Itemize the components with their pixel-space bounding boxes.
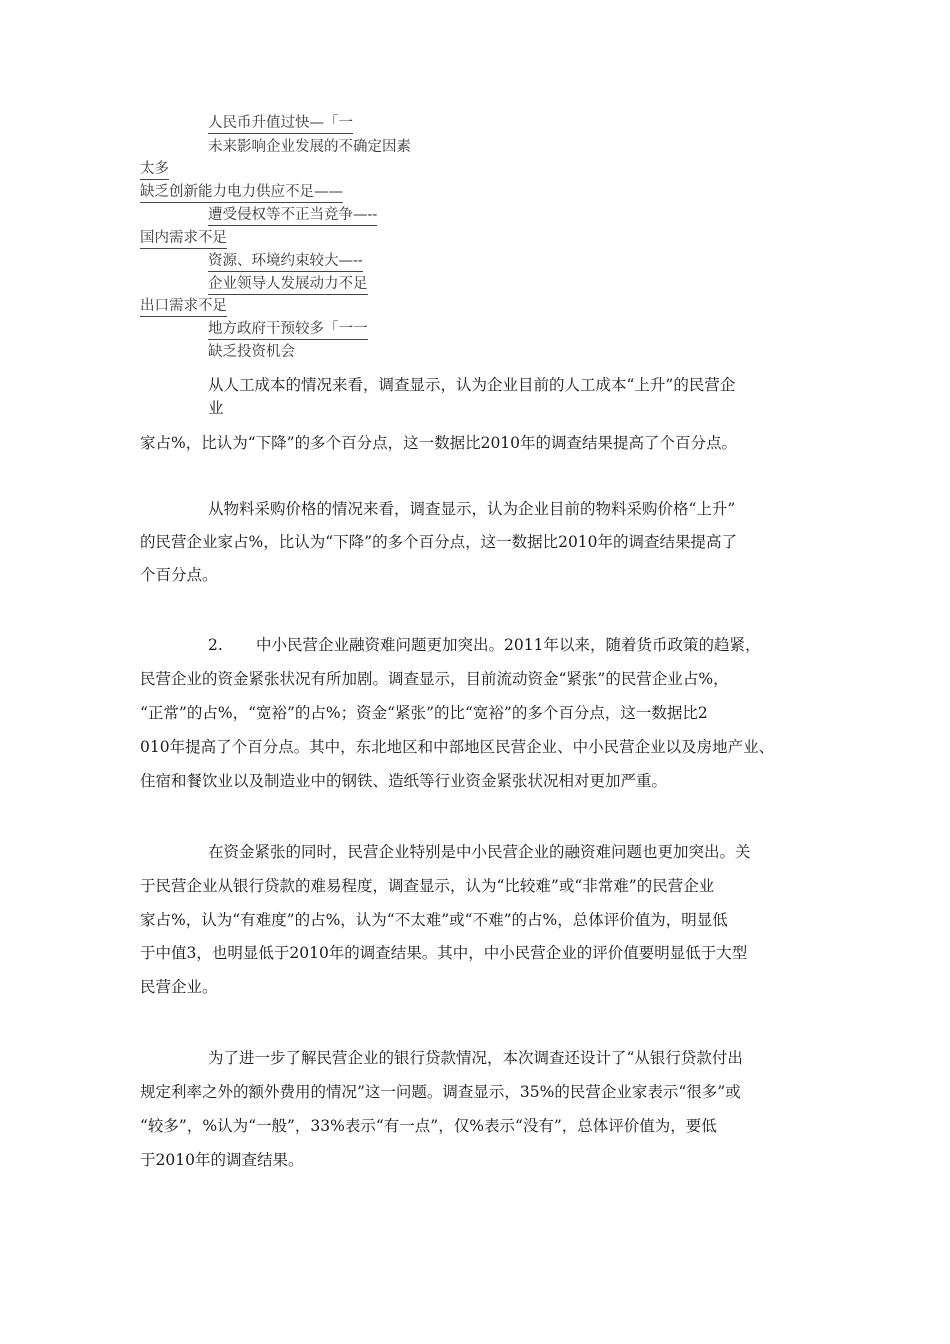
paragraph-line: 家占%，比认为“下降”的多个百分点，这一数据比2010年的调查结果提高了个百分点。 [140, 434, 738, 452]
section-number: 2. [208, 636, 223, 654]
paragraph-line: 为了进一步了解民营企业的银行贷款情况，本次调查还设计了“从银行贷款付出 [208, 1049, 743, 1067]
chart-label-too-many: 太多 [140, 160, 169, 180]
chart-label-innovation-power: 缺乏创新能力电力供应不足—— [140, 183, 343, 203]
paragraph-line: 家占%，认为“有难度”的占%，认为“不太难”或“不难”的占%，总体评价值为，明显低 [140, 911, 728, 929]
chart-label-resources: 资源、环境约束较大—-- [208, 252, 363, 272]
chart-label-export-demand: 出口需求不足 [140, 297, 227, 317]
paragraph-line: 从人工成本的情况来看，调查显示，认为企业目前的人工成本“上升”的民营企 [208, 376, 736, 394]
paragraph-line: 010年提高了个百分点。其中，东北地区和中部地区民营企业、中小民营企业以及房地产业、 [140, 738, 775, 756]
chart-label-leader-motivation: 企业领导人发展动力不足 [208, 275, 368, 295]
paragraph-line: 于2010年的调查结果。 [140, 1151, 304, 1169]
paragraph-line: 规定利率之外的额外费用的情况”这一问题。调查显示，35%的民营企业家表示“很多”或 [140, 1083, 741, 1101]
chart-label-rmb-appreciation: 人民币升值过快—「一 [208, 114, 353, 134]
chart-label-government-intervention: 地方政府干预较多「一一 [208, 320, 368, 340]
paragraph-line: 在资金紧张的同时，民营企业特别是中小民营企业的融资难问题也更加突出。关 [208, 843, 751, 861]
paragraph-line: 从物料采购价格的情况来看，调查显示，认为企业目前的物料采购价格“上升” [208, 500, 736, 518]
paragraph-line: 住宿和餐饮业以及制造业中的钢铁、造纸等行业资金紧张状况相对更加严重。 [140, 772, 668, 790]
paragraph-line: “较多”，%认为“一般”，33%表示“有一点”，仅%表示“没有”，总体评价值为，要低 [140, 1117, 717, 1135]
paragraph-line: 的民营企业家占%，比认为“下降”的多个百分点，这一数据比2010年的调查结果提高了 [140, 533, 738, 551]
paragraph-line: “正常”的占%，“宽裕”的占%；资金“紧张”的比“宽裕”的多个百分点，这一数据比2 [140, 704, 708, 722]
paragraph-line: 于民营企业从银行贷款的难易程度，调查显示，认为“比较难”或“非常难”的民营企业 [140, 877, 715, 895]
paragraph-line: 个百分点。 [140, 566, 218, 584]
chart-label-domestic-demand: 国内需求不足 [140, 229, 227, 249]
paragraph-line: 于中值3，也明显低于2010年的调查结果。其中，中小民营企业的评价值要明显低于大型 [140, 944, 748, 962]
chart-label-infringement: 遭受侵权等不正当竞争—-- [208, 206, 377, 226]
paragraph-line: 中小民营企业融资难问题更加突出。2011年以来，随着货币政策的趋紧， [256, 636, 761, 654]
paragraph-line: 民营企业的资金紧张状况有所加剧。调查显示，目前流动资金“紧张”的民营企业占%， [140, 670, 729, 688]
chart-label-uncertainty: 未来影响企业发展的不确定因素 [208, 139, 411, 155]
paragraph-line: 业 [208, 399, 224, 417]
paragraph-line: 民营企业。 [140, 978, 218, 996]
chart-label-investment-opportunity: 缺乏投资机会 [208, 344, 295, 360]
